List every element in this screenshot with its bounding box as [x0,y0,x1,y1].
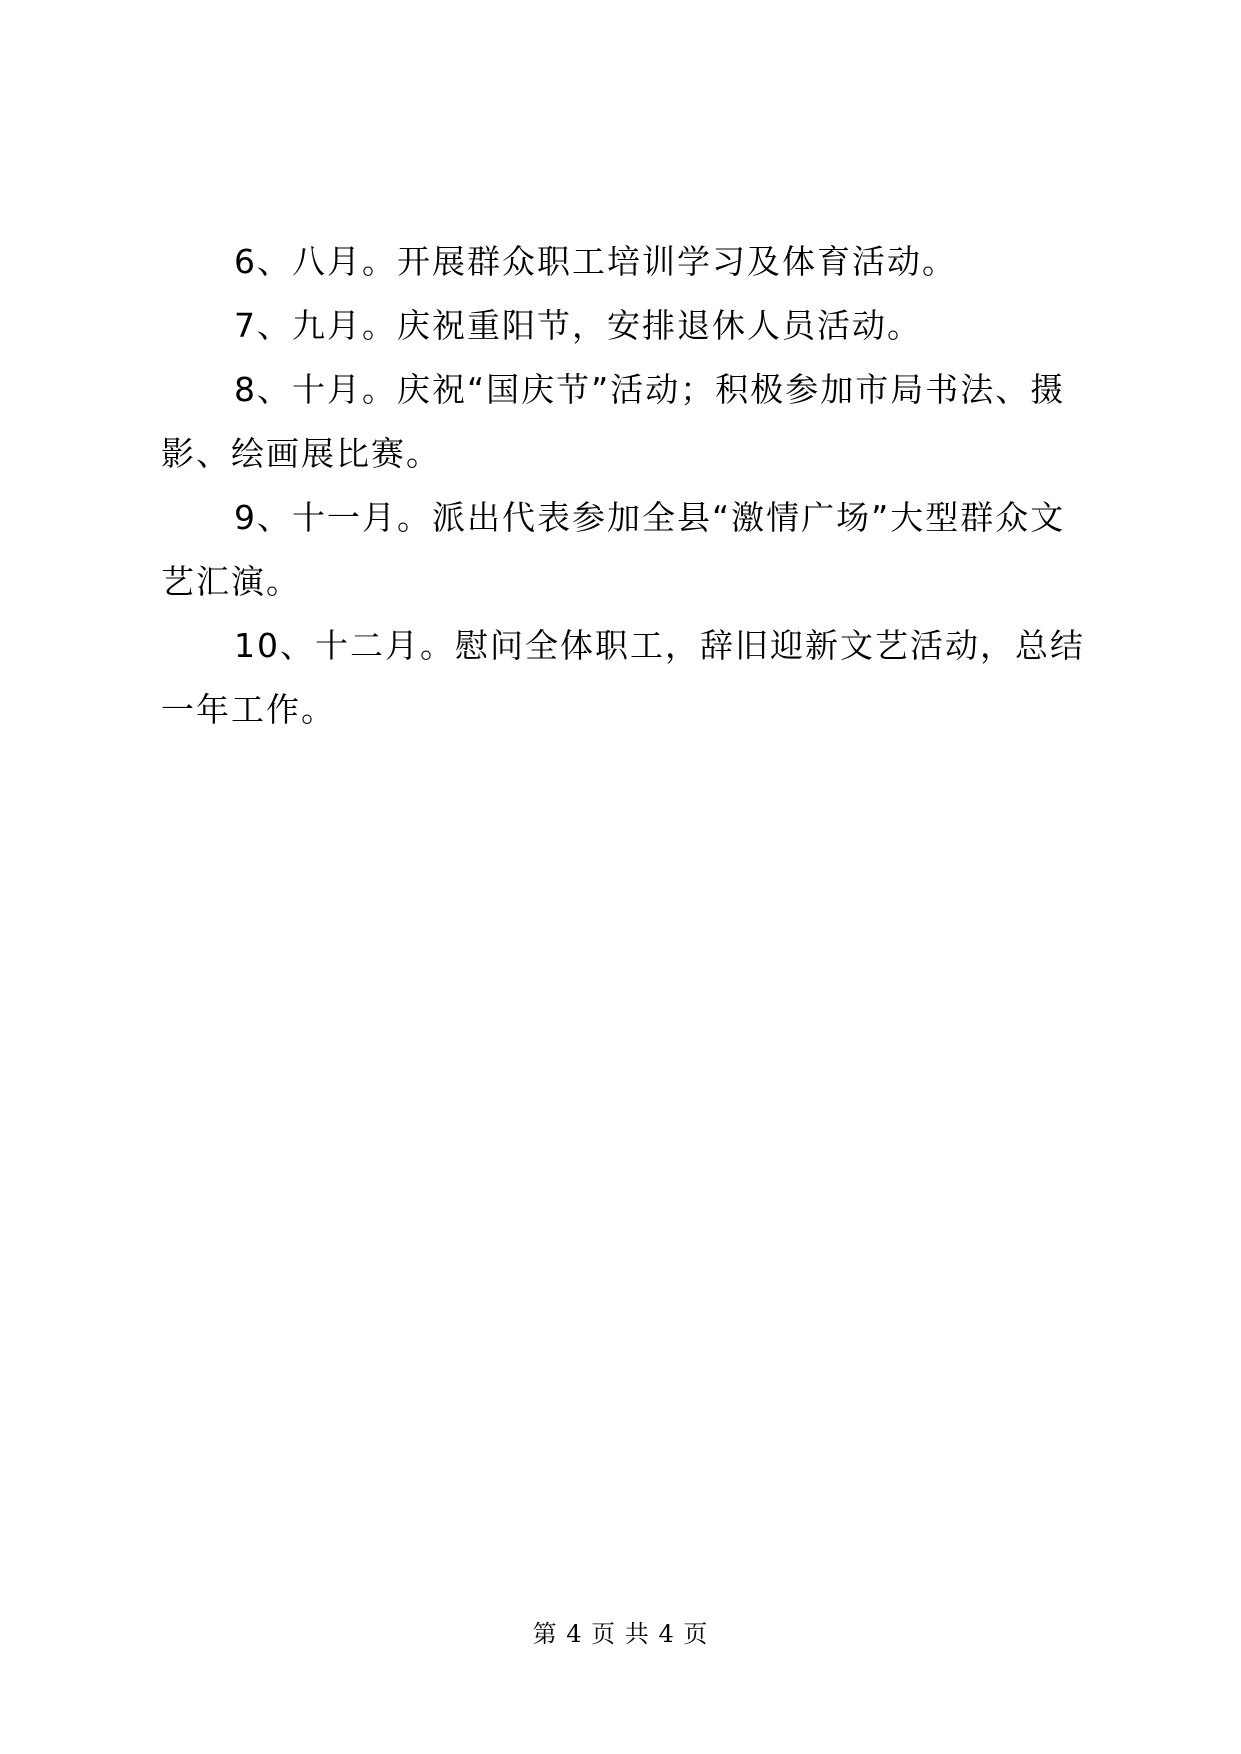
paragraph-item-9: 9、十一月。派出代表参加全县“激情广场”大型群众文艺汇演。 [161,498,1066,601]
document-body [161,230,1091,742]
paragraph-item-8: 8、十月。庆祝“国庆节”活动；积极参加市局书法、摄影、绘画展比赛。 [161,370,1066,473]
paragraph-item-6: 6、八月。开展群众职工培训学习及体育活动。 [234,242,957,281]
paragraph-item-7: 7、九月。庆祝重阳节，安排退休人员活动。 [234,306,922,345]
paragraph-item-10: 10、十二月。慰问全体职工，辞旧迎新文艺活动，总结一年工作。 [161,626,1085,729]
page-number-footer: 第 4 页 共 4 页 [532,1620,709,1648]
